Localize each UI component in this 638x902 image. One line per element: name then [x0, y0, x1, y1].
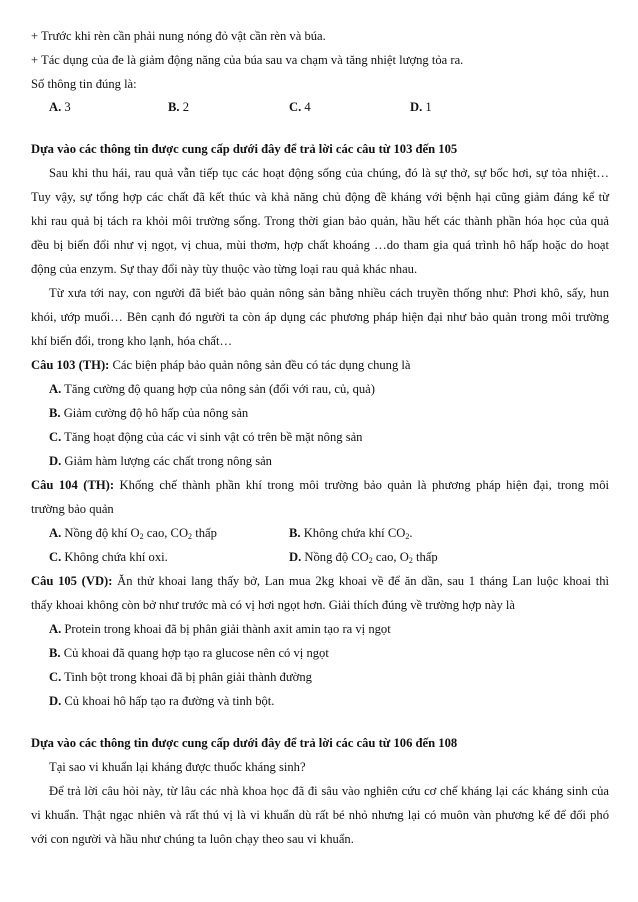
passage-line: Để trả lời câu hỏi này, từ lâu các nhà khoa học đã đi sâu vào nghiên cứu cơ chế kháng lại các kháng sinh của — [49, 784, 609, 798]
q104-option-d: D. Nồng độ $CO_2$ cao, $O_2$ thấp — [289, 550, 438, 565]
answer-c: C. 4 — [289, 100, 311, 114]
passage-line: Từ xưa tới nay, con người đã biết bảo quản nông sản bằng nhiều cách truyền thống như: Phơi khô, sấy, hun — [49, 286, 609, 300]
q103-option-d: D. Giảm hàm lượng các chất trong nông sản — [49, 454, 272, 468]
answer-b: B. 2 — [168, 100, 190, 114]
passage-question: Tại sao vi khuẩn lại kháng được thuốc kháng sinh? — [49, 760, 306, 774]
passage-line: vi khuẩn. Thật ngạc nhiên và rất thú vị là vi khuẩn dù rất bé nhỏ nhưng lại có muôn vàn phương kế để đối phó — [31, 808, 609, 822]
q103-option-b: B. Giảm cường độ hô hấp của nông sản — [49, 406, 249, 420]
answer-d: D. 1 — [410, 100, 432, 114]
passage-line: khí biến đổi, trong kho lạnh, hóa chất… — [31, 334, 233, 348]
passage-line: khi rau quả bị tách ra khỏi môi trường sống. Trong thời gian bảo quản, hầu hết các thành phần hóa học của quả — [31, 214, 609, 228]
q104-option-a: A. Nồng độ khí $O_2$ cao, $CO_2$ thấp — [49, 526, 217, 541]
question-104: Câu 104 (TH): Khống chế thành phần khí trong môi trường bảo quản là phương pháp hiện đại, trong môi — [31, 478, 609, 492]
question-104-cont: trường bảo quản — [31, 502, 114, 516]
section-heading-103-105: Dựa vào các thông tin được cung cấp dưới đây để trả lời các câu từ 103 đến 105 — [31, 142, 458, 156]
answer-a: A. 3 — [49, 100, 71, 114]
q105-option-d: D. Củ khoai hô hấp tạo ra đường và tinh bột. — [49, 694, 275, 708]
q103-option-a: A. Tăng cường độ quang hợp của nông sản (đối với rau, củ, quả) — [49, 382, 375, 396]
info-line-2: + Tác dụng của đe là giảm động năng của búa sau va chạm và tăng nhiệt lượng tỏa ra. — [31, 53, 464, 67]
passage-line: đều bị biến đổi như vị ngọt, vị chua, mùi thơm, hợp chất khoáng …do tham gia quá trình hô hấp hoặc do hoạt — [31, 238, 609, 252]
q105-option-a: A. Protein trong khoai đã bị phân giải thành axit amin tạo ra vị ngọt — [49, 622, 391, 636]
q105-option-c: C. Tinh bột trong khoai đã bị phân giải thành đường — [49, 670, 312, 684]
passage-line: với con người và hầu như chúng ta luôn chạy theo sau vi khuẩn. — [31, 832, 354, 846]
q103-option-c: C. Tăng hoạt động của các vi sinh vật có trên bề mặt nông sản — [49, 430, 363, 444]
question-105: Câu 105 (VD): Ăn thử khoai lang thấy bở, Lan mua 2kg khoai về để ăn dần, sau 1 tháng Lan luộc khoai thì — [31, 574, 609, 588]
passage-line: khói, ướp muối… Bên cạnh đó người ta còn áp dụng các phương pháp hiện đại như bảo quản trong môi trường — [31, 310, 609, 324]
passage-line: Sau khi thu hái, rau quả vẫn tiếp tục các hoạt động sống của chúng, đó là sự thở, sự bốc hơi, sự tỏa nhiệt… — [49, 166, 609, 180]
question-105-cont: thấy khoai không còn bở như trước mà có vị hơi ngọt hơn. Giải thích đúng về trường hợp này là — [31, 598, 515, 612]
q105-option-b: B. Củ khoai đã quang hợp tạo ra glucose nên có vị ngọt — [49, 646, 329, 660]
q104-option-c: C. Không chứa khí oxi. — [49, 550, 168, 564]
info-line-1: + Trước khi rèn cần phải nung nóng đỏ vật cần rèn và búa. — [31, 29, 326, 43]
q104-option-b: B. Không chứa khí $CO_2$. — [289, 526, 413, 541]
question-103: Câu 103 (TH): Các biện pháp bảo quản nông sản đều có tác dụng chung là — [31, 358, 411, 372]
count-question: Số thông tin đúng là: — [31, 77, 137, 91]
passage-line: Tuy vậy, sự tổng hợp các chất đã kết thúc và khả năng chủ động đề kháng với bệnh hại cũng giảm đáng kể từ — [31, 190, 609, 204]
passage-line: động của enzym. Sự thay đổi này tùy thuộc vào từng loại rau quả khác nhau. — [31, 262, 418, 276]
section-heading-106-108: Dựa vào các thông tin được cung cấp dưới đây để trả lời các câu từ 106 đến 108 — [31, 736, 458, 750]
